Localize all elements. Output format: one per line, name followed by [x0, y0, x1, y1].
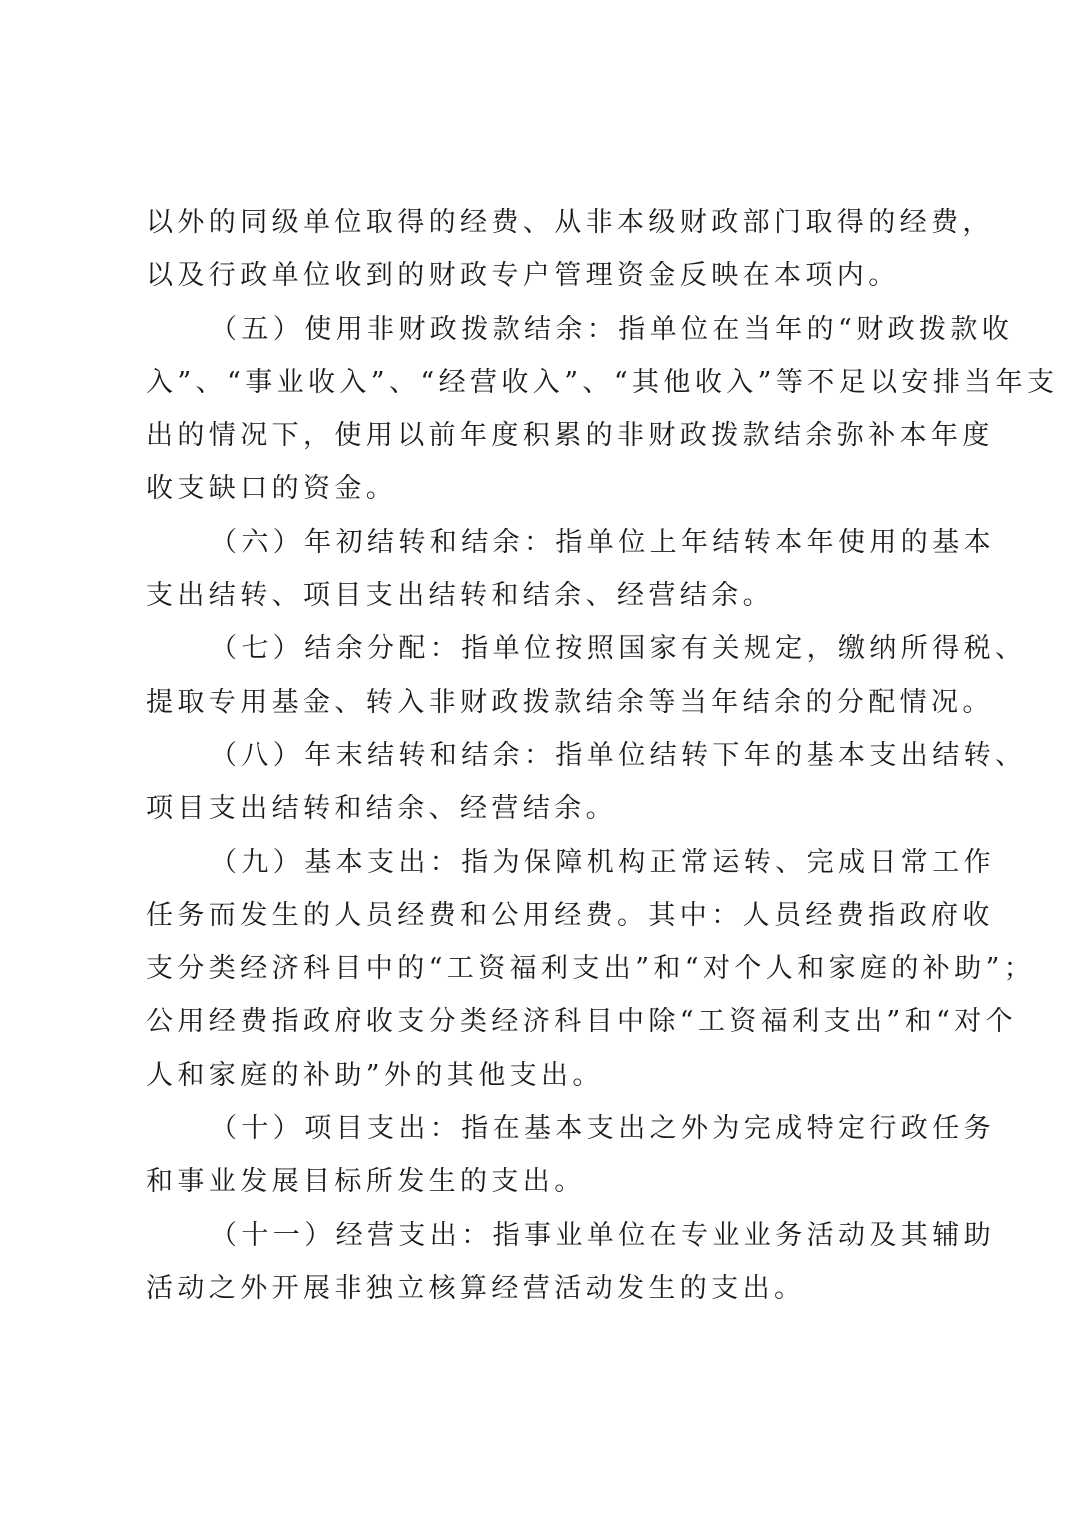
- text-line: 以外的同级单位取得的经费、从非本级财政部门取得的经费，: [146, 207, 994, 238]
- paragraph-start-line: （八）年末结转和结余：指单位结转下年的基本支出结转、: [210, 739, 1027, 771]
- paragraph-start-line: （七）结余分配：指单位按照国家有关规定，缴纳所得税、: [210, 633, 1027, 665]
- body-text: [146, 196, 1059, 1315]
- paragraph-start-line: （五）使用非财政拨款结余：指单位在当年的“财政拨款收: [210, 313, 1014, 345]
- paragraph-start-line: （十一）经营支出：指事业单位在专业业务活动及其辅助: [210, 1219, 995, 1251]
- text-line: 公用经费指政府收支分类经济科目中除“工资福利支出”和“对个: [146, 1006, 1018, 1038]
- text-line: 支出结转、项目支出结转和结余、经营结余。: [146, 580, 774, 612]
- text-line: 和事业发展目标所发生的支出。: [146, 1166, 586, 1198]
- paragraph-start-line: （十）项目支出：指在基本支出之外为完成特定行政任务: [210, 1113, 995, 1145]
- text-line: 入”、“事业收入”、“经营收入”、“其他收入”等不足以安排当年支: [146, 366, 1059, 398]
- text-line: 支分类经济科目中的“工资福利支出”和“对个人和家庭的补助”；: [146, 953, 1036, 985]
- text-line: 项目支出结转和结余、经营结余。: [146, 793, 617, 825]
- text-line: 收支缺口的资金。: [146, 473, 398, 505]
- text-line: 任务而发生的人员经费和公用经费。其中：人员经费指政府收: [146, 899, 994, 931]
- text-line: 人和家庭的补助”外的其他支出。: [146, 1059, 604, 1091]
- text-line: 提取专用基金、转入非财政拨款结余等当年结余的分配情况。: [146, 686, 994, 718]
- text-line: 出的情况下，使用以前年度积累的非财政拨款结余弥补本年度: [146, 420, 994, 452]
- text-line: 活动之外开展非独立核算经营活动发生的支出。: [146, 1272, 806, 1304]
- paragraph-start-line: （六）年初结转和结余：指单位上年结转本年使用的基本: [210, 526, 995, 558]
- text-line: 以及行政单位收到的财政专户管理资金反映在本项内。: [146, 260, 900, 292]
- paragraph-start-line: （九）基本支出：指为保障机构正常运转、完成日常工作: [210, 846, 995, 878]
